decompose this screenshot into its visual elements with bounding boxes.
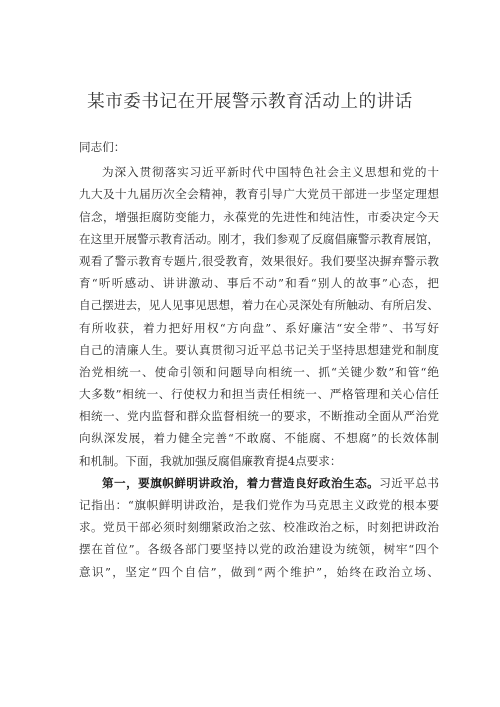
paragraph-line: 相统一、党内监督和群众监督相统一的要求，不断推动全面从严治党 [79,409,439,424]
paragraph-text: 习近平总书 [379,475,439,490]
paragraph-2 [79,472,439,583]
paragraph-line: 求。党员干部必须时刻绷紧政治之弦、校准政治之标，时刻把讲政治 [79,520,439,535]
paragraph-line: 意识”，坚定“四个自信”，做到“两个维护”，始终在政治立场、 [79,564,439,579]
paragraph-line: 在这里开展警示教育活动。刚才，我们参观了反腐倡廉警示教育展馆， [79,231,439,246]
paragraph-line: 为深入贯彻落实习近平新时代中国特色社会主义思想和党的十 [102,165,439,180]
paragraph-line: 大多数”相统一、行使权力和担当责任相统一、严格管理和关心信任 [79,387,439,402]
paragraph-line: 和机制。下面，我就加强反腐倡廉教育提4点要求： [79,453,342,468]
paragraph-line: 观看了警示教育专题片,很受教育，效果很好。我们要坚决摒弃警示教 [79,253,439,268]
paragraph-line: 九大及十九届历次全会精神，教育引导广大党员干部进一步坚定理想 [79,187,439,202]
document-body [79,136,439,583]
paragraph-line: 有所收获，着力把好用权“方向盘”、系好廉洁“安全带”、书写好 [79,320,439,335]
section-heading: 第一，要旗帜鲜明讲政治，着力营造良好政治生态。 [102,475,380,490]
paragraph-line: 自己摆进去，见人见事见思想，着力在心灵深处有所触动、有所启发、 [79,298,439,313]
paragraph-line: 育“听听感动、讲讲激动、事后不动”和看“别人的故事”心态，把 [79,276,439,291]
paragraph-1 [79,161,439,472]
document-title: 某市委书记在开展警示教育活动上的讲话 [87,92,413,112]
paragraph-line: 治党相统一、使命引领和问题导向相统一、抓“关键少数”和管“绝 [79,364,439,379]
paragraph-line: 摆在首位”。各级各部门要坚持以党的政治建设为统领，树牢“四个 [79,542,439,557]
paragraph-line: 信念，增强拒腐防变能力，永葆党的先进性和纯洁性，市委决定今天 [79,209,439,224]
paragraph-line: 自己的清廉人生。要认真贯彻习近平总书记关于坚持思想建党和制度 [79,342,439,357]
paragraph-line [79,472,439,494]
salutation: 同志们： [79,140,126,154]
paragraph-line: 向纵深发展，着力健全完善“不敢腐、不能腐、不想腐”的长效体制 [79,431,439,446]
paragraph-line: 记指出：“旗帜鲜明讲政治，是我们党作为马克思主义政党的根本要 [79,498,439,512]
